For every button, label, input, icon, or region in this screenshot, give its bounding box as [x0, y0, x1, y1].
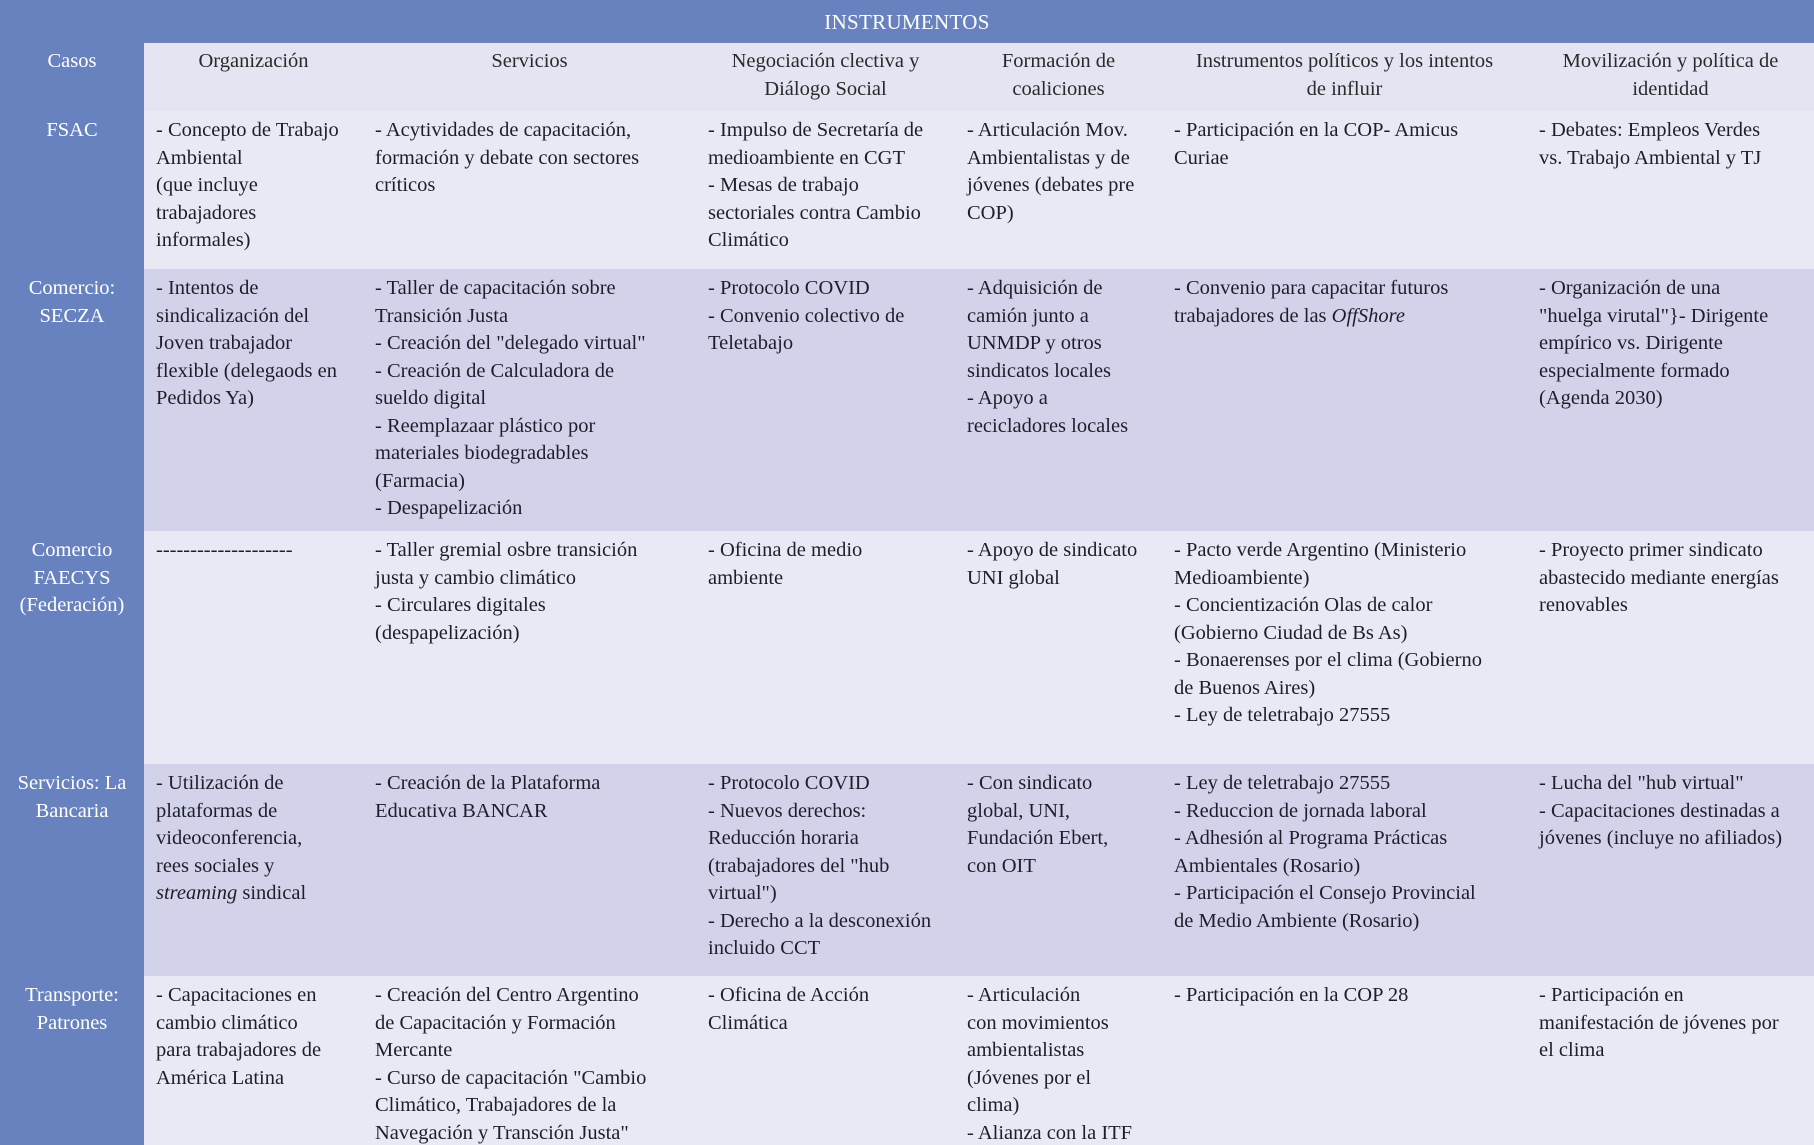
cell-text-line: sindicatos locales: [967, 359, 1112, 382]
cell-text-line: Climática: [708, 1011, 788, 1034]
cell-text-line: - Participación en: [1539, 984, 1684, 1006]
cell-text-line: justa y cambio climático: [375, 566, 576, 589]
instruments-table: [0, 43, 1814, 1145]
cell-text-line: (Farmacia): [375, 469, 465, 492]
cell-text-line: sectoriales contra Cambio: [708, 201, 921, 224]
case-name-cell: [0, 764, 144, 976]
cell-text-line: - Articulación: [967, 984, 1081, 1006]
cell-text-line: - Oficina de Acción: [708, 984, 870, 1006]
cell-negociacion: [696, 269, 955, 531]
cell-text-line: - Protocolo COVID: [708, 772, 870, 794]
cell-text-line: - Concepto de Trabajo: [156, 119, 339, 141]
cell-text-line: - Creación del "delegado virtual": [375, 332, 646, 354]
italic-term: OffShore: [1331, 304, 1405, 327]
cell-instrumentos: [1162, 269, 1527, 531]
cell-text-line: para trabajadores de: [156, 1039, 322, 1061]
header-movilizacion: Movilización y política de identidad: [1527, 43, 1814, 111]
cell-servicios: [363, 531, 696, 764]
cell-text-line: - Reduccion de jornada laboral: [1174, 799, 1427, 822]
case-name-cell: [0, 976, 144, 1145]
cell-text-line: - Participación en la COP 28: [1174, 984, 1409, 1006]
cell-text-line: - Intentos de: [156, 277, 259, 299]
cell-movilizacion: [1527, 111, 1814, 269]
cell-text-line: - Apoyo a: [967, 387, 1048, 409]
cell-text-line: - Curso de capacitación "Cambio: [375, 1066, 647, 1089]
cell-text-line: formación y debate con sectores: [375, 146, 640, 169]
cell-text-line: - Despapelización: [375, 497, 523, 519]
cell-text-line: - Capacitaciones en: [156, 984, 317, 1006]
case-name-line: (Federación): [19, 594, 125, 616]
cell-text-line: con OIT: [967, 854, 1036, 877]
cell-instrumentos: [1162, 531, 1527, 764]
case-name-line: Comercio:: [28, 277, 116, 299]
cell-text-line: especialmente formado: [1539, 359, 1730, 382]
cell-text-line: (que incluye: [156, 174, 258, 196]
italic-term: streaming: [156, 882, 238, 904]
cell-text-line: - Convenio colectivo de: [708, 304, 905, 327]
cell-servicios: [363, 269, 696, 531]
cell-text-line: - Adquisición de: [967, 277, 1103, 299]
cell-text-line: [156, 880, 353, 908]
cell-text-line: trabajadores: [156, 201, 257, 224]
header-formacion: Formación de coaliciones: [955, 43, 1162, 111]
cell-text-line: jóvenes (debates pre: [967, 174, 1135, 196]
header-row: [0, 43, 1814, 111]
cell-text-line: - Impulso de Secretaría de: [708, 119, 924, 141]
cell-text-line: - Alianza con la ITF: [967, 1121, 1133, 1144]
cell-text-line: Pedidos Ya): [156, 387, 254, 409]
cell-formacion: [955, 111, 1162, 269]
cell-organizacion: [144, 976, 363, 1145]
cell-text-line: materiales biodegradables: [375, 442, 589, 464]
cell-organizacion: [144, 111, 363, 269]
cell-text-line: - Acytividades de capacitación,: [375, 119, 632, 141]
cell-text-line: videoconferencia,: [156, 827, 303, 849]
case-name-line: Bancaria: [35, 799, 109, 822]
cell-text-line: - Reemplazaar plástico por: [375, 414, 596, 437]
cell-text-line: Educativa BANCAR: [375, 799, 548, 822]
cell-organizacion: [144, 269, 363, 531]
cell-text-line: - Participación en la COP- Amicus: [1174, 119, 1459, 141]
cell-organizacion: [144, 531, 363, 764]
header-servicios: Servicios: [363, 43, 696, 111]
case-name-cell: [0, 269, 144, 531]
cell-text-line: Transición Justa: [375, 304, 509, 327]
cell-text-line: jóvenes (incluye no afiliados): [1539, 827, 1783, 849]
cell-text-line: - Derecho a la desconexión: [708, 909, 932, 932]
cell-text-line: clima): [967, 1094, 1020, 1116]
cell-negociacion: [696, 764, 955, 976]
case-name-cell: [0, 111, 144, 269]
cell-text-line: virtual"): [708, 882, 777, 904]
case-name-line: Transporte:: [25, 984, 119, 1006]
cell-text-line: Climático: [708, 229, 789, 251]
cell-text-line: el clima: [1539, 1039, 1605, 1061]
cell-instrumentos: [1162, 976, 1527, 1145]
cell-text-line: - Participación el Consejo Provincial: [1174, 882, 1476, 904]
cell-text-line: (Jóvenes por el: [967, 1066, 1092, 1089]
cell-text-line: - Creación de Calculadora de: [375, 359, 615, 382]
cell-instrumentos: [1162, 764, 1527, 976]
cell-text-line: Medioambiente): [1174, 566, 1310, 589]
table-row: [0, 976, 1814, 1145]
cell-instrumentos: [1162, 111, 1527, 269]
case-name-line: Comercio: [31, 539, 113, 561]
cell-text-line: manifestación de jóvenes por: [1539, 1011, 1779, 1034]
cell-text-line: sueldo digital: [375, 387, 487, 409]
cell-servicios: [363, 976, 696, 1145]
case-name-line: Servicios: La: [17, 772, 127, 794]
cell-text-line: - Pacto verde Argentino (Ministerio: [1174, 539, 1467, 561]
cell-text-line: "huelga virutal"}- Dirigente: [1539, 304, 1769, 327]
cell-text-line: flexible (delegaods en: [156, 359, 338, 382]
cell-text-line: abastecido mediante energías: [1539, 566, 1779, 589]
case-name-line: FSAC: [46, 119, 98, 141]
cell-text-line: empírico vs. Dirigente: [1539, 332, 1723, 354]
cell-negociacion: [696, 531, 955, 764]
cell-text-line: - Con sindicato: [967, 772, 1093, 794]
cell-text-line: - Oficina de medio: [708, 539, 863, 561]
cell-text-line: sindicalización del: [156, 304, 310, 327]
cell-text-line: - Concientización Olas de calor: [1174, 594, 1433, 616]
cell-text-line: - Organización de una: [1539, 277, 1721, 299]
cell-text-line: - Ley de teletrabajo 27555: [1174, 704, 1391, 726]
case-name-line: SECZA: [39, 304, 105, 327]
cell-formacion: [955, 531, 1162, 764]
header-casos: Casos: [0, 43, 144, 111]
cell-text-line: - Creación del Centro Argentino: [375, 984, 639, 1006]
cell-formacion: [955, 976, 1162, 1145]
cell-text-line: - Debates: Empleos Verdes: [1539, 119, 1761, 141]
cell-text-line: COP): [967, 201, 1014, 224]
cell-text-line: cambio climático: [156, 1011, 298, 1034]
table-title: INSTRUMENTOS: [0, 0, 1814, 43]
header-instrumentos: Instrumentos políticos y los intentos de influir: [1162, 43, 1527, 111]
table-row: [0, 269, 1814, 531]
cell-text-line: incluido CCT: [708, 937, 821, 959]
table-row: [0, 111, 1814, 269]
cell-text-line: con movimientos: [967, 1011, 1109, 1034]
cell-text-line: de Buenos Aires): [1174, 676, 1316, 699]
cell-text-line: camión junto a: [967, 304, 1089, 327]
cell-text-line: (despapelización): [375, 621, 520, 644]
cell-text-tail: sindical: [237, 882, 307, 904]
cell-text-line: - Nuevos derechos:: [708, 799, 867, 822]
cell-text-line: UNI global: [967, 566, 1060, 589]
cell-text-line: (Gobierno Ciudad de Bs As): [1174, 621, 1408, 644]
cell-text-line: Teletabajo: [708, 332, 794, 354]
cell-text-line: medioambiente en CGT: [708, 146, 905, 169]
cell-text-line: --------------------: [156, 539, 293, 561]
cell-text-line: - Capacitaciones destinadas a: [1539, 799, 1780, 822]
cell-text-line: informales): [156, 229, 251, 251]
cell-text-line: - Articulación Mov.: [967, 119, 1128, 141]
case-name-cell: [0, 531, 144, 764]
cell-text-line: - Taller gremial osbre transición: [375, 539, 638, 561]
cell-text-line: - Ley de teletrabajo 27555: [1174, 772, 1391, 794]
cell-text-line: Mercante: [375, 1039, 453, 1061]
cell-negociacion: [696, 111, 955, 269]
cell-organizacion: [144, 764, 363, 976]
cell-text-line: - Protocolo COVID: [708, 277, 870, 299]
cell-text-line: de Medio Ambiente (Rosario): [1174, 909, 1420, 932]
cell-text-line: (trabajadores del "hub: [708, 854, 890, 877]
cell-text-line: rees sociales y: [156, 854, 275, 877]
header-negociacion: Negociación clectiva y Diálogo Social: [696, 43, 955, 111]
cell-text-line: Curiae: [1174, 146, 1229, 169]
cell-text-line: trabajadores de las OffShore: [1174, 304, 1405, 327]
cell-text-line: recicladores locales: [967, 414, 1129, 437]
cell-text-line: Ambientalistas y de: [967, 146, 1130, 169]
cell-text-line: ambiente: [708, 566, 784, 589]
cell-text-line: - Mesas de trabajo: [708, 174, 859, 196]
cell-text-line: Ambientales (Rosario): [1174, 854, 1361, 877]
cell-text-line: global, UNI,: [967, 799, 1071, 822]
cell-text-line: - Utilización de: [156, 772, 284, 794]
cell-servicios: [363, 111, 696, 269]
cell-text-line: - Apoyo de sindicato: [967, 539, 1138, 561]
cell-formacion: [955, 764, 1162, 976]
cell-text-line: Ambiental: [156, 146, 243, 169]
cell-text-line: ambientalistas: [967, 1039, 1085, 1061]
cell-text-line: Fundación Ebert,: [967, 827, 1109, 849]
cell-text-line: - Taller de capacitación sobre: [375, 277, 616, 299]
cell-formacion: [955, 269, 1162, 531]
cell-text-line: - Bonaerenses por el clima (Gobierno: [1174, 649, 1482, 671]
cell-text-line: - Adhesión al Programa Prácticas: [1174, 827, 1448, 849]
cell-text-line: (Agenda 2030): [1539, 387, 1663, 409]
cell-text-line: - Proyecto primer sindicato: [1539, 539, 1763, 561]
cell-text-line: Reducción horaria: [708, 827, 859, 849]
cell-movilizacion: [1527, 976, 1814, 1145]
cell-text-line: Climático, Trabajadores de la: [375, 1094, 617, 1116]
case-name-line: FAECYS: [33, 566, 111, 589]
cell-movilizacion: [1527, 764, 1814, 976]
cell-text-line: vs. Trabajo Ambiental y TJ: [1539, 146, 1762, 169]
cell-text-line: - Convenio para capacitar futuros: [1174, 277, 1449, 299]
table-row: [0, 764, 1814, 976]
cell-text-line: plataformas de: [156, 799, 278, 822]
table-row: [0, 531, 1814, 764]
cell-text-line: renovables: [1539, 594, 1628, 616]
cell-text-line: de Capacitación y Formación: [375, 1011, 616, 1034]
cell-text-line: América Latina: [156, 1066, 285, 1089]
cell-negociacion: [696, 976, 955, 1145]
cell-servicios: [363, 764, 696, 976]
cell-movilizacion: [1527, 531, 1814, 764]
cell-text-line: - Circulares digitales: [375, 594, 546, 616]
cell-text-line: Navegación y Transción Justa": [375, 1121, 629, 1144]
cell-text-line: UNMDP y otros: [967, 332, 1102, 354]
header-organizacion: Organización: [144, 43, 363, 111]
cell-movilizacion: [1527, 269, 1814, 531]
cell-text-line: - Creación de la Plataforma: [375, 772, 601, 794]
case-name-line: Patrones: [36, 1011, 108, 1034]
cell-text-line: Joven trabajador: [156, 332, 293, 354]
cell-text-line: - Lucha del "hub virtual": [1539, 772, 1744, 794]
cell-text-line: críticos: [375, 174, 436, 196]
